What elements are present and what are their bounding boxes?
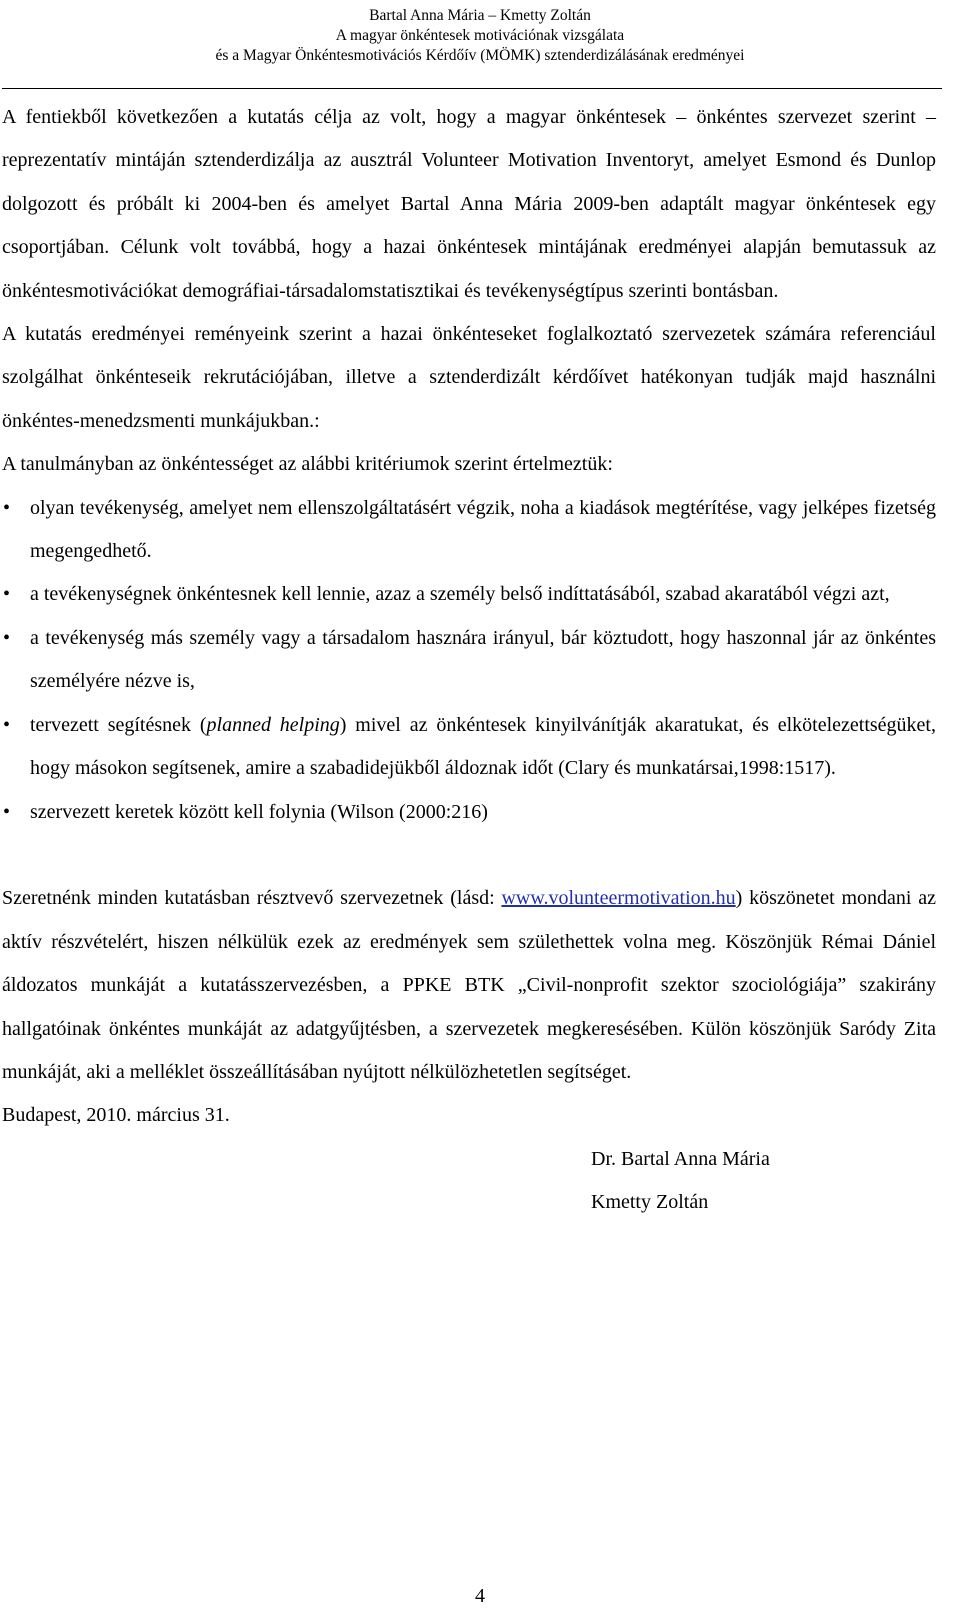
page-body <box>2 96 936 1225</box>
paragraph-expected-results: A kutatás eredményei reményeink szerint a hazai önkénteseket foglalkoztató szervezetek számára referenciául szolgálhat önkénteseik rekrutációjában, illetve a sztenderdizált kérdőívet hatékonyan tudják majd használni önkéntes-menedzsmenti munkájukban.: <box>2 323 936 432</box>
header-title: A magyar önkéntesek motivációnak vizsgálata <box>335 27 625 44</box>
criteria-item-text-end: ) mivel az önkéntesek kinyilvánítják akaratukat, és elkötelezettségüket, hogy másokon segítsenek, amire a szabadidejükből áldoznak időt (Clary és munkatársai,1998:1517). <box>30 713 936 780</box>
signature-name: Dr. Bartal Anna Mária <box>591 1147 770 1170</box>
header-divider <box>2 88 942 89</box>
criteria-item: • olyan tevékenység, amelyet nem ellenszolgáltatásért végzik, noha a kiadások megtérítése, vagy jelképes fizetség megengedhető. <box>2 487 936 574</box>
volunteermotivation-link[interactable]: www.volunteermotivation.hu <box>501 887 736 910</box>
criteria-item: • szervezett keretek között kell folynia (Wilson (2000:216) <box>2 791 936 834</box>
criteria-item <box>2 704 936 791</box>
criteria-intro: A tanulmányban az önkéntességet az alábbi kritériumok szerint értelmeztük: <box>2 453 613 476</box>
criteria-item-text-start: tervezett segítésnek ( <box>30 713 207 736</box>
criteria-list <box>2 487 936 834</box>
acknowledgements-text-end: ) köszönetet mondani az aktív részvételért, hiszen nélkülük ezek az eredmények sem születhettek volna meg. Köszönjük Rémai Dániel áldozatos munkáját a kutatásszervezésben, a PPKE BTK „Civil-nonprofit szektor szociológiája” szakirány hallgatóinak önkéntes munkáját az adatgyűjtésben, a szervezetek megkeresésében. Külön köszönjük Saródy Zita munkáját, aki a melléklet összeállításában nyújtott nélkülözhetetlen segítséget. <box>2 887 936 1083</box>
page-number: 4 <box>475 1585 485 1607</box>
header-authors: Bartal Anna Mária – Kmetty Zoltán <box>369 7 591 24</box>
paragraph-research-aim: A fentiekből következően a kutatás célja az volt, hogy a magyar önkéntesek – önkéntes szervezet szerint – reprezentatív mintáján sztenderdizálja az ausztrál Volunteer Motivation Inventoryt, amelyet Esmond és Dunlop dolgozott és próbált ki 2004-ben és amelyet Bartal Anna Mária 2009-ben adaptált magyar önkéntesek egy csoportjában. Célunk volt továbbá, hogy a hazai önkéntesek mintájának eredményei alapján bemutassuk az önkéntesmotivációkat demográfiai-társadalomstatisztikai és tevékenységtípus szerinti bontásban. <box>2 106 936 302</box>
place-and-date: Budapest, 2010. március 31. <box>2 1104 230 1127</box>
criteria-item: • a tevékenységnek önkéntesnek kell lennie, azaz a személy belső indíttatásából, szabad akaratából végzi azt, <box>2 573 936 616</box>
signature-block <box>2 1138 936 1225</box>
signature-name: Kmetty Zoltán <box>591 1191 709 1214</box>
criteria-item: • a tevékenység más személy vagy a társadalom hasznára irányul, bár köztudott, hogy haszonnal jár az önkéntes személyére nézve is, <box>2 617 936 704</box>
running-header <box>0 6 960 66</box>
header-subtitle: és a Magyar Önkéntesmotivációs Kérdőív (MÖMK) sztenderdizálásának eredményei <box>215 47 745 64</box>
acknowledgements-text-start: Szeretnénk minden kutatásban résztvevő szervezetnek (lásd: <box>2 887 502 910</box>
paragraph-acknowledgements <box>2 877 936 1094</box>
criteria-item-emphasis: planned helping <box>206 713 340 736</box>
paragraph-spacer <box>2 834 936 877</box>
